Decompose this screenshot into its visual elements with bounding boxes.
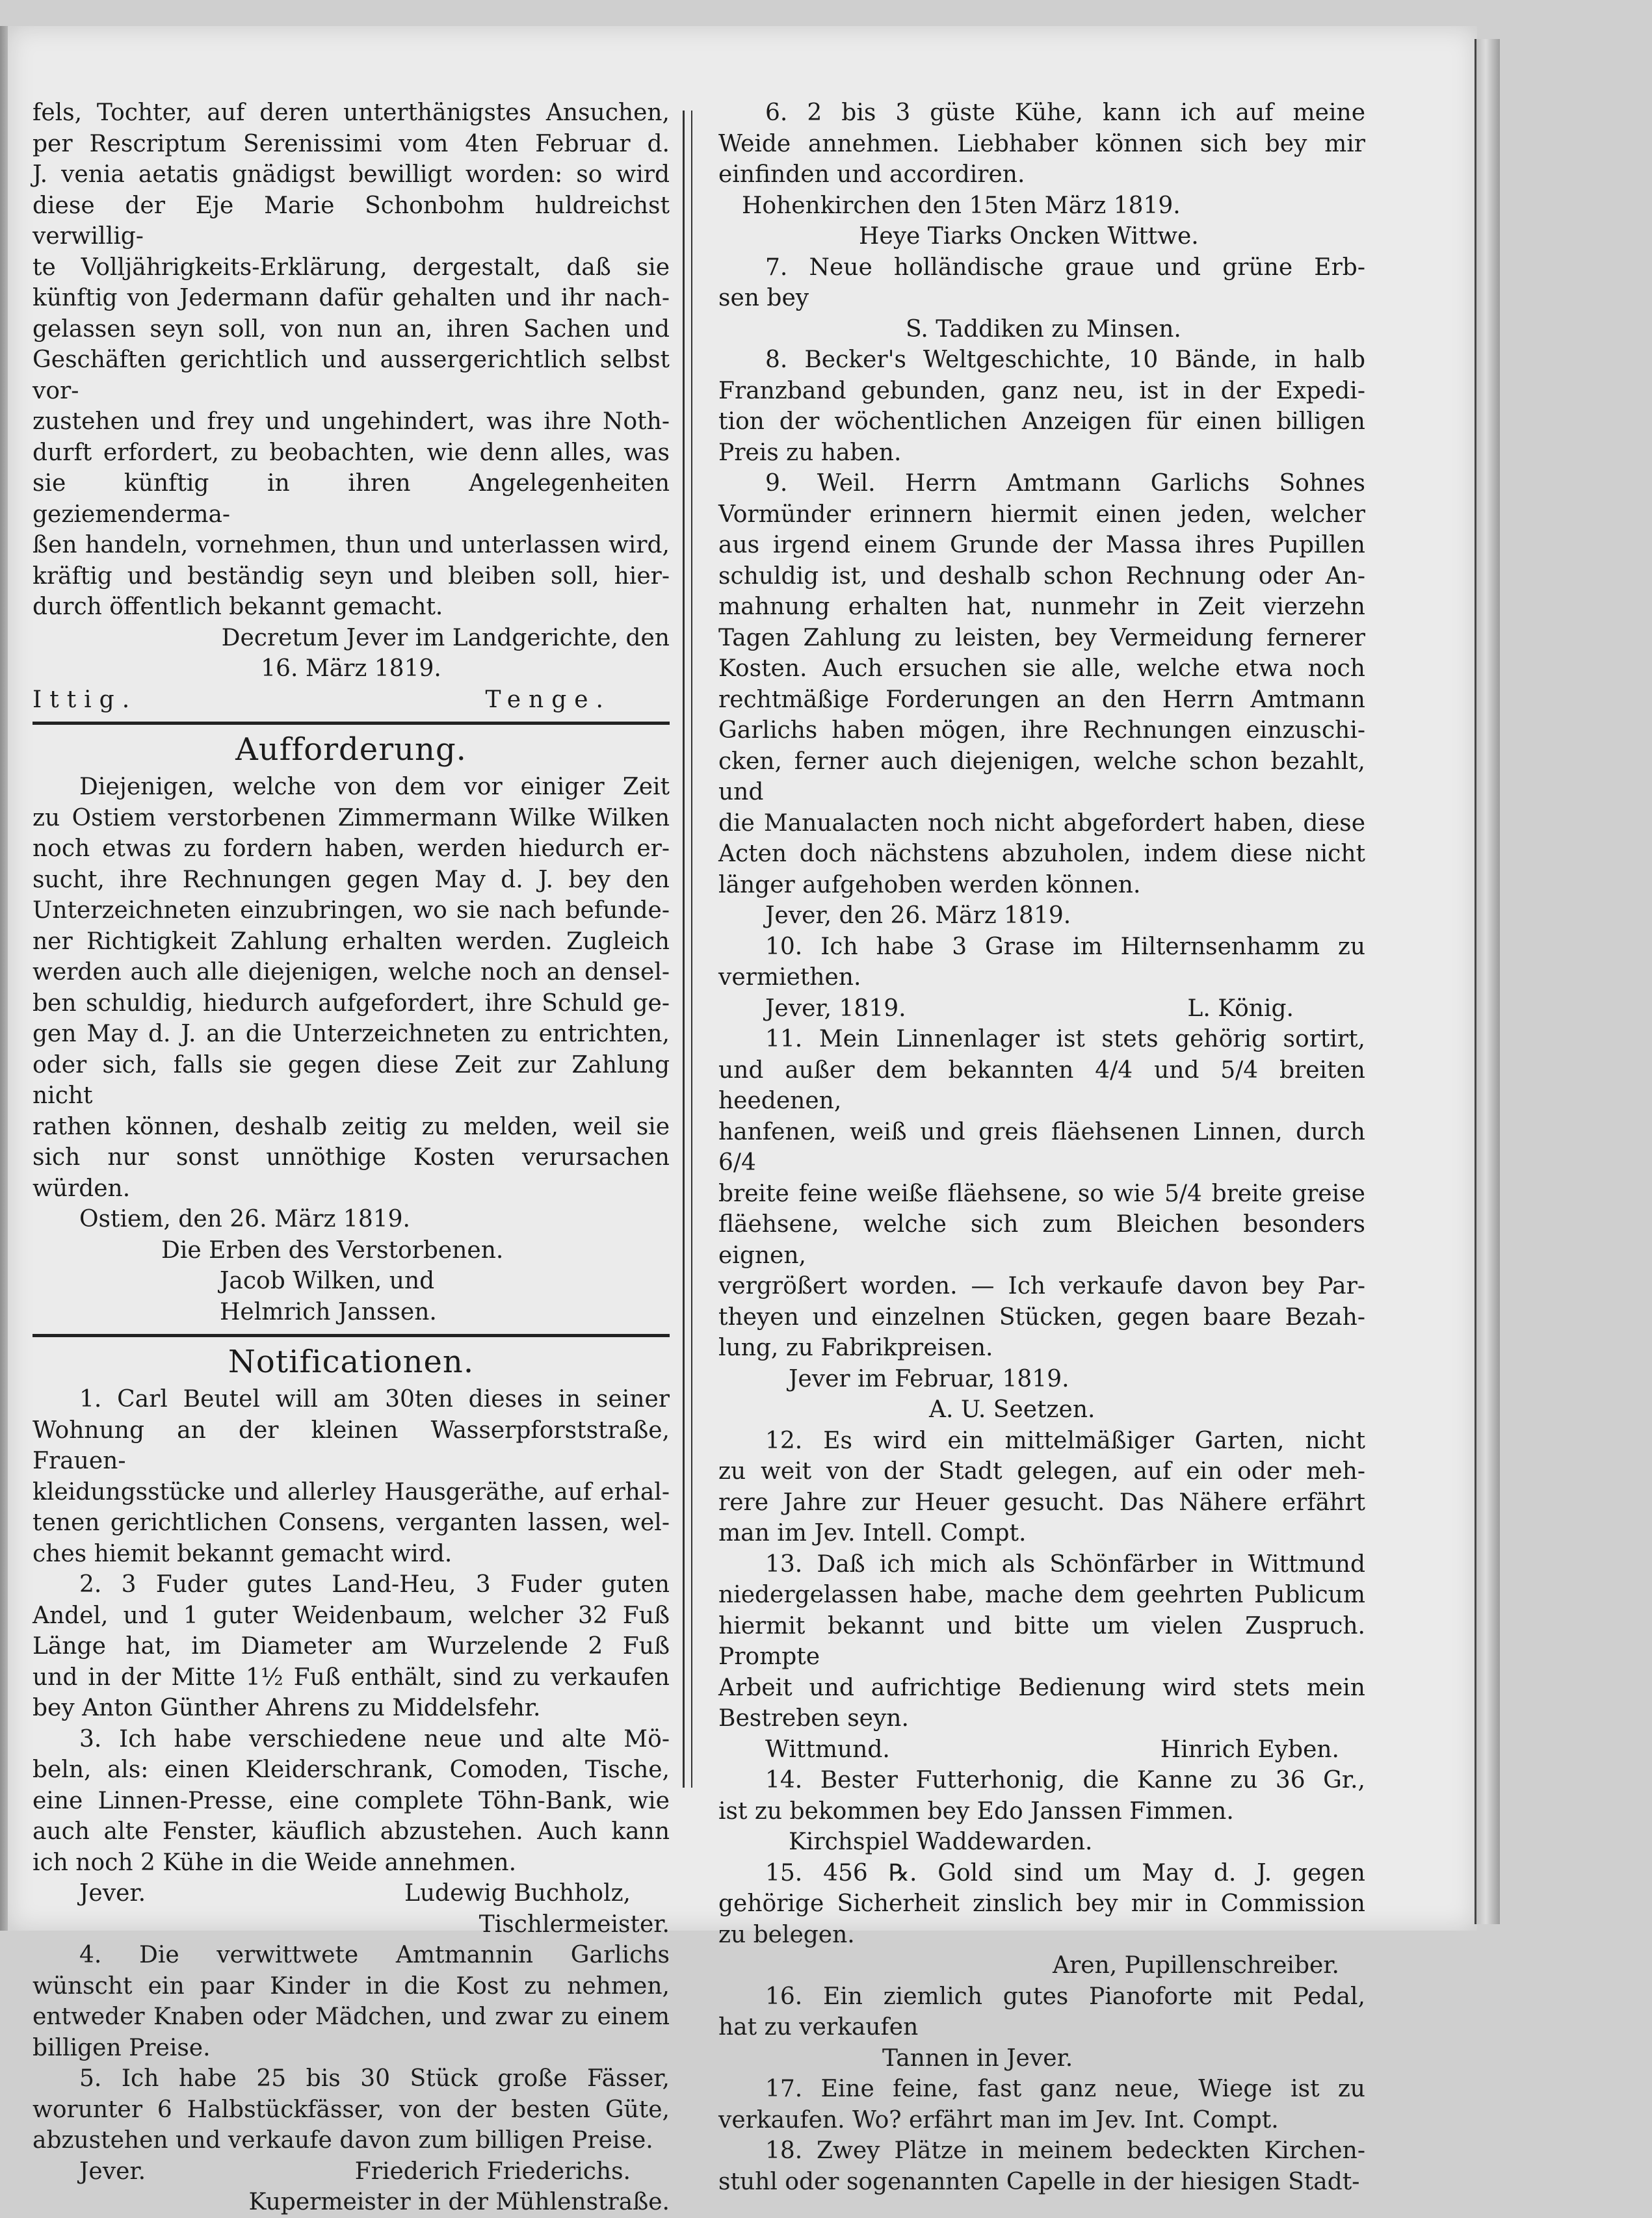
text-line: Franzband gebunden, ganz neu, ist in der Expedi- <box>718 377 1365 404</box>
right-column <box>718 98 1365 2197</box>
aufforderung-sig-wilken: Jacob Wilken, und <box>220 1268 435 1294</box>
notification-6 <box>718 98 1365 190</box>
text-line: die Manualacten noch nicht abgefordert haben, diese <box>718 809 1365 837</box>
notification-14-signature: Kirchspiel Waddewarden. <box>789 1829 1093 1855</box>
text-line: worunter 6 Halbstückfässer, von der besten Güte, <box>33 2096 670 2123</box>
decretum-date: 16. März 1819. <box>261 655 441 682</box>
text-line: kleidungsstücke und allerley Hausgeräthe, auf erhal- <box>33 1478 670 1506</box>
text-line: Diejenigen, welche von dem vor einiger Zeit <box>79 774 670 800</box>
notification-10 <box>718 932 1365 993</box>
notification-12 <box>718 1426 1365 1549</box>
text-line: breite feine weiße fläehsene, so wie 5/4 breite greise <box>718 1180 1365 1207</box>
text-line: gelassen seyn soll, von nun an, ihren Sachen und <box>33 315 670 343</box>
text-line: 11. Mein Linnenlager ist stets gehörig sortirt, <box>765 1026 1365 1052</box>
notification-3 <box>33 1724 670 1879</box>
text-line: niedergelassen habe, mache dem geehrten Publicum <box>718 1582 1365 1608</box>
text-line: Geschäften gerichtlich und aussergerichtlich selbst vor- <box>33 346 670 404</box>
aufforderung-text <box>33 772 670 1204</box>
text-line: kräftig und beständig seyn und bleiben soll, hier- <box>33 562 670 590</box>
text-line: entweder Knaben oder Mädchen, und zwar zu einem <box>33 2003 670 2030</box>
notification-2 <box>33 1569 670 1724</box>
notification-10-signature <box>718 993 1365 1024</box>
notification-18 <box>718 2135 1365 2197</box>
aufforderung-sig-heirs: Die Erben des Verstorbenen. <box>161 1236 504 1264</box>
text-line: gehörige Sicherheit zinslich bey mir in Commission <box>718 1890 1365 1917</box>
text-line: zustehen und frey und ungehindert, was ihre Noth- <box>33 408 670 435</box>
text-line: stuhl oder sogenannten Capelle in der hiesigen Stadt- <box>718 2168 1360 2195</box>
text-line: zu Ostiem verstorbenen Zimmermann Wilke Wilken <box>33 804 670 831</box>
page-edge <box>1475 39 1500 1924</box>
notification-3-place: Jever. <box>79 1880 146 1907</box>
notification-15 <box>718 1858 1365 1951</box>
text-line: 5. Ich habe 25 bis 30 Stück große Fässer, <box>79 2065 670 2092</box>
notifications-heading: Notificationen. <box>228 1344 475 1380</box>
aufforderung-heading: Aufforderung. <box>235 731 467 768</box>
text-line: hat zu verkaufen <box>718 2014 919 2041</box>
text-line: Tagen Zahlung zu leisten, bey Vermeidung fernerer <box>718 624 1365 651</box>
text-line: Andel, und 1 guter Weidenbaum, welcher 32 Fuß <box>33 1602 670 1629</box>
text-line: Länge hat, im Diameter am Wurzelende 2 Fuß <box>33 1633 670 1660</box>
notification-3-title: Tischlermeister. <box>479 1911 670 1938</box>
text-line: ßen handeln, vornehmen, thun und unterlassen wird, <box>33 532 670 558</box>
text-line: tenen gerichtlichen Consens, verganten lassen, wel- <box>33 1509 670 1536</box>
text-line: Arbeit und aufrichtige Bedienung wird stets mein <box>718 1674 1365 1701</box>
text-line: noch etwas zu fordern haben, werden hiedurch er- <box>33 835 670 862</box>
text-line: und außer dem bekannten 4/4 und 5/4 breiten heedenen, <box>718 1056 1365 1114</box>
left-column <box>33 98 670 2218</box>
text-line: Unterzeichneten einzubringen, wo sie nach befunde- <box>33 897 670 924</box>
text-line: rathen können, deshalb zeitig zu melden, weil sie <box>33 1113 670 1140</box>
text-line: 18. Zwey Plätze in meinem bedeckten Kirchen- <box>765 2137 1365 2164</box>
notification-3-name: Ludewig Buchholz, <box>404 1880 631 1907</box>
text-line: und in der Mitte 1½ Fuß enthält, sind zu verkaufen <box>33 1664 670 1691</box>
notification-5-title: Kupermeister in der Mühlenstraße. <box>248 2189 670 2215</box>
text-line: Bestreben seyn. <box>718 1705 909 1732</box>
text-line: 8. Becker's Weltgeschichte, 10 Bände, in halb <box>765 346 1365 373</box>
text-line: te Volljährigkeits-Erklärung, dergestalt, daß sie <box>33 254 670 281</box>
text-line: Acten doch nächstens abzuholen, indem diese nicht <box>718 841 1365 867</box>
text-line: Kosten. Auch ersuchen sie alle, welche etwa noch <box>718 655 1365 682</box>
text-line: per Rescriptum Serenissimi vom 4ten Februar d. <box>33 130 670 157</box>
notification-11-signature: A. U. Seetzen. <box>929 1396 1095 1423</box>
notification-5-signature <box>33 2156 670 2187</box>
notification-10-place: Jever, 1819. <box>765 995 906 1022</box>
text-line: vergrößert worden. — Ich verkaufe davon bey Par- <box>718 1273 1365 1299</box>
notification-1 <box>33 1384 670 1569</box>
notification-10-name: L. König. <box>1187 995 1294 1022</box>
notification-6-date: Hohenkirchen den 15ten März 1819. <box>742 192 1181 219</box>
notification-11-date: Jever im Februar, 1819. <box>789 1365 1069 1392</box>
text-line: 10. Ich habe 3 Grase im Hilternsenhamm zu <box>765 933 1365 960</box>
notification-8 <box>718 345 1365 468</box>
text-line: man im Jev. Intell. Compt. <box>718 1520 1027 1546</box>
notification-7 <box>718 252 1365 314</box>
text-line: hanfenen, weiß und greis fläehsenen Linnen, durch 6/4 <box>718 1118 1365 1176</box>
text-line: werden auch alle diejenigen, welche noch an densel- <box>33 959 670 985</box>
text-line: theyen und einzelnen Stücken, gegen baare Bezah- <box>718 1303 1365 1331</box>
text-line: ches hiemit bekannt gemacht wird. <box>33 1540 452 1567</box>
text-line: länger aufgehoben werden können. <box>718 871 1141 898</box>
decree-text <box>33 98 670 623</box>
text-line: abzustehen und verkaufe davon zum billigen Preise. <box>33 2127 653 2154</box>
text-line: 14. Bester Futterhonig, die Kanne zu 36 Gr., <box>765 1767 1365 1794</box>
text-line: 9. Weil. Herrn Amtmann Garlichs Sohnes <box>765 470 1365 497</box>
signature-ittig: Ittig. <box>33 686 138 713</box>
text-line: Vormünder erinnern hiermit einen jeden, welcher <box>718 501 1365 528</box>
text-line: 1. Carl Beutel will am 30ten dieses in seiner <box>79 1386 670 1413</box>
text-line: billigen Preise. <box>33 2034 211 2061</box>
notification-5-place: Jever. <box>79 2158 146 2185</box>
text-line: ich noch 2 Kühe in die Weide annehmen. <box>33 1849 517 1876</box>
text-line: oder sich, falls sie gegen diese Zeit zur Zahlung nicht <box>33 1051 670 1109</box>
text-line: diese der Eje Marie Schonbohm huldreichst verwillig- <box>33 192 670 250</box>
text-line: fläehsene, welche sich zum Bleichen besonders eignen, <box>718 1211 1365 1269</box>
signature-tenge: Tenge. <box>485 686 611 713</box>
text-line: Weide annehmen. Liebhaber können sich bey mir <box>718 130 1365 157</box>
text-line: ner Richtigkeit Zahlung erhalten werden. Zugleich <box>33 928 670 955</box>
text-line: Wohnung an der kleinen Wasserpforststraße, Frauen- <box>33 1416 670 1474</box>
section-separator <box>33 722 670 725</box>
text-line: Garlichs haben mögen, ihre Rechnungen einzuschi- <box>718 717 1365 744</box>
text-line: hiermit bekannt und bitte um vielen Zuspruch. Prompte <box>718 1612 1365 1670</box>
aufforderung-date: Ostiem, den 26. März 1819. <box>79 1206 410 1233</box>
text-line: aus irgend einem Grunde der Massa ihres Pupillen <box>718 532 1365 558</box>
text-line: rere Jahre zur Heuer gesucht. Das Nähere erfährt <box>718 1489 1365 1516</box>
text-line: durft erfordert, zu beobachten, wie denn alles, was <box>33 439 670 466</box>
text-line: lung, zu Fabrikpreisen. <box>718 1335 993 1361</box>
text-line: schuldig ist, und deshalb schon Rechnung oder An- <box>718 562 1365 590</box>
aufforderung-sig-janssen: Helmrich Janssen. <box>220 1298 437 1325</box>
text-line: durch öffentlich bekannt gemacht. <box>33 594 443 620</box>
notification-13-place: Wittmund. <box>765 1736 890 1763</box>
text-line: einfinden und accordiren. <box>718 161 1025 188</box>
text-line: mahnung erhalten hat, nunmehr in Zeit vierzehn <box>718 594 1365 620</box>
text-line: J. venia aetatis gnädigst bewilligt worden: so wird <box>33 161 670 188</box>
text-line: fels, Tochter, auf deren unterthänigstes Ansuchen, <box>33 99 670 126</box>
text-line: tion der wöchentlichen Anzeigen für einen billigen <box>718 408 1365 435</box>
text-line: künftig von Jedermann dafür gehalten und ihr nach- <box>33 285 670 311</box>
notification-16 <box>718 1981 1365 2043</box>
text-line: gen May d. J. an die Unterzeichneten zu entrichten, <box>33 1021 670 1047</box>
text-line: 13. Daß ich mich als Schönfärber in Wittmund <box>765 1550 1365 1578</box>
text-line: eine Linnen-Presse, eine complete Töhn-Bank, wie <box>33 1787 670 1814</box>
notification-4 <box>33 1940 670 2063</box>
text-line: 6. 2 bis 3 güste Kühe, kann ich auf meine <box>765 99 1365 126</box>
text-line: Preis zu haben. <box>718 439 902 466</box>
decree-signatures <box>33 685 670 716</box>
text-line: bey Anton Günther Ahrens zu Middelsfehr. <box>33 1695 541 1721</box>
text-line: sen bey <box>718 285 809 311</box>
text-line: 2. 3 Fuder gutes Land-Heu, 3 Fuder guten <box>79 1571 670 1598</box>
notification-14 <box>718 1765 1365 1827</box>
notification-3-signature <box>33 1878 670 1909</box>
section-separator <box>33 1334 670 1337</box>
notification-7-signature: S. Taddiken zu Minsen. <box>906 315 1181 343</box>
text-line: 3. Ich habe verschiedene neue und alte Mö- <box>79 1725 670 1753</box>
text-line: 7. Neue holländische graue und grüne Erb- <box>765 254 1365 281</box>
text-line: 17. Eine feine, fast ganz neue, Wiege ist zu <box>765 2076 1365 2102</box>
text-line: auch alte Fenster, käuflich abzustehen. Auch kann <box>33 1818 670 1845</box>
notification-9-date: Jever, den 26. März 1819. <box>765 902 1071 929</box>
text-line: 15. 456 ℞. Gold sind um May d. J. gegen <box>765 1859 1365 1886</box>
text-line: cken, ferner auch diejenigen, welche schon bezahlt, und <box>718 748 1365 805</box>
text-line: 4. Die verwittwete Amtmannin Garlichs <box>79 1942 670 1968</box>
text-line: ben schuldig, hiedurch aufgefordert, ihre Schuld ge- <box>33 989 670 1017</box>
notification-13-signature <box>718 1734 1365 1766</box>
text-line: 16. Ein ziemlich gutes Pianoforte mit Pedal, <box>765 1983 1365 2010</box>
text-line: sucht, ihre Rechnungen gegen May d. J. bey den <box>33 866 670 893</box>
notification-16-signature: Tannen in Jever. <box>882 2044 1073 2072</box>
text-line: rechtmäßige Forderungen an den Herrn Amtmann <box>718 686 1365 713</box>
notification-9 <box>718 468 1365 900</box>
text-line: 12. Es wird ein mittelmäßiger Garten, nicht <box>765 1427 1365 1454</box>
text-line: verkaufen. Wo? erfährt man im Jev. Int. Compt. <box>718 2106 1279 2133</box>
column-divider <box>683 111 692 1788</box>
text-line: zu belegen. <box>718 1921 855 1948</box>
notification-13-name: Hinrich Eyben. <box>1160 1736 1339 1763</box>
notification-15-signature: Aren, Pupillenschreiber. <box>1053 1952 1339 1979</box>
text-line: vermiethen. <box>718 964 861 991</box>
text-line: sich nur sonst unnöthige Kosten verursachen würden. <box>33 1144 670 1202</box>
text-line: sie künftig in ihren Angelegenheiten geziemenderma- <box>33 470 670 528</box>
notification-13 <box>718 1549 1365 1734</box>
text-line: wünscht ein paar Kinder in die Kost zu nehmen, <box>33 1972 670 2000</box>
text-line: ist zu bekommen bey Edo Janssen Fimmen. <box>718 1797 1234 1825</box>
notification-11 <box>718 1024 1365 1364</box>
notification-5-name: Friederich Friederichs. <box>354 2158 631 2185</box>
decretum-line: Decretum Jever im Landgerichte, den <box>221 624 670 651</box>
notification-5 <box>33 2063 670 2156</box>
notification-17 <box>718 2074 1365 2135</box>
text-line: zu weit von der Stadt gelegen, auf ein oder meh- <box>718 1458 1365 1485</box>
notification-6-signature: Heye Tiarks Oncken Wittwe. <box>859 223 1199 250</box>
text-line: beln, als: einen Kleiderschrank, Comoden, Tische, <box>33 1756 670 1783</box>
